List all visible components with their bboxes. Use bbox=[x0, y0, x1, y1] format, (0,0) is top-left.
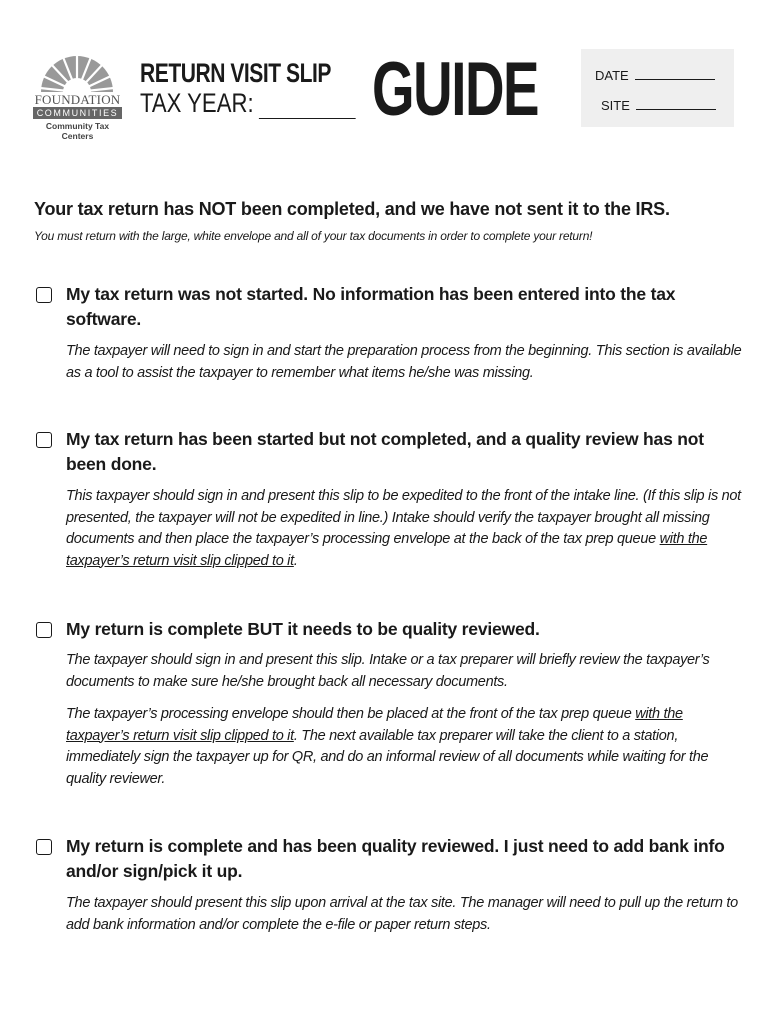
option-1-checkbox[interactable] bbox=[36, 287, 52, 303]
date-site-box bbox=[581, 49, 734, 127]
logo-line-2: COMMUNITIES bbox=[33, 107, 122, 119]
option-2-title: My tax return has been started but not completed, and a quality review has not been done. bbox=[66, 429, 704, 474]
status-note: You must return with the large, white envelope and all of your tax documents in order to complete your return! bbox=[34, 229, 593, 243]
option-1-title: My tax return was not started. No information has been entered into the tax software. bbox=[66, 284, 676, 329]
foundation-communities-logo bbox=[30, 50, 125, 141]
option-4-title: My return is complete and has been quality reviewed. I just need to add bank info and/or sign/pick it up. bbox=[66, 836, 725, 881]
site-field bbox=[601, 97, 716, 113]
option-3-underlined-text: with the taxpayer’s return visit slip clipped to it bbox=[66, 706, 683, 744]
date-field bbox=[595, 67, 715, 83]
option-4-checkbox[interactable] bbox=[36, 839, 52, 855]
tax-year-label: TAX YEAR: bbox=[140, 88, 254, 118]
option-3-text: The taxpayer’s processing envelope should then be placed at the front of the tax prep queue bbox=[66, 706, 636, 722]
option-2-checkbox[interactable] bbox=[36, 432, 52, 448]
status-heading: Your tax return has NOT been completed, and we have not sent it to the IRS. bbox=[34, 199, 670, 219]
option-2-underlined-text: with the taxpayer’s return visit slip clipped to it bbox=[66, 531, 708, 569]
option-3-paragraph-2 bbox=[66, 704, 746, 790]
logo-line-1: FOUNDATION bbox=[34, 92, 121, 107]
option-4-paragraph: The taxpayer should present this slip upon arrival at the tax site. The manager will need to pull up the return to add bank information and/or complete the e-file or paper return steps. bbox=[66, 895, 738, 933]
option-3-paragraph-1: The taxpayer should sign in and present this slip. Intake or a tax preparer will briefly review the taxpayer’s documents to make sure he/she brought back all necessary documents. bbox=[66, 652, 710, 690]
option-3-title: My return is complete BUT it needs to be quality reviewed. bbox=[66, 619, 540, 639]
option-2-text: This taxpayer should sign in and present this slip to be expedited to the front of the intake line. (If this slip is not presented, the taxpayer will not be expedited in line.) Intake should verify the taxpayer brought all missing documents and then place the taxpayer’s processing envelope at the back of the tax prep queue bbox=[66, 488, 741, 547]
option-3-checkbox[interactable] bbox=[36, 622, 52, 638]
option-1-paragraph: The taxpayer will need to sign in and start the preparation process from the beginning. This section is available as a tool to assist the taxpayer to remember what items he/she was missing. bbox=[66, 343, 742, 381]
date-blank[interactable] bbox=[635, 67, 715, 80]
logo-line-3: Community Tax Centers bbox=[45, 121, 110, 141]
option-2-paragraph bbox=[66, 486, 746, 572]
date-label: DATE bbox=[595, 68, 629, 83]
tax-year-blank[interactable] bbox=[259, 92, 356, 119]
site-label: SITE bbox=[601, 98, 630, 113]
option-2-text-end: . bbox=[293, 552, 298, 569]
guide-title: GUIDE bbox=[372, 47, 539, 132]
sunburst-icon bbox=[30, 50, 125, 94]
tax-year-field bbox=[140, 88, 355, 119]
option-3-text-end: . The next available tax preparer will take the client to a station, immediately sign the taxpayer up for QR, and do an informal review of all documents while waiting for the quality reviewer. bbox=[66, 727, 709, 787]
site-blank[interactable] bbox=[636, 97, 716, 110]
slip-title: RETURN VISIT SLIP bbox=[140, 58, 331, 88]
